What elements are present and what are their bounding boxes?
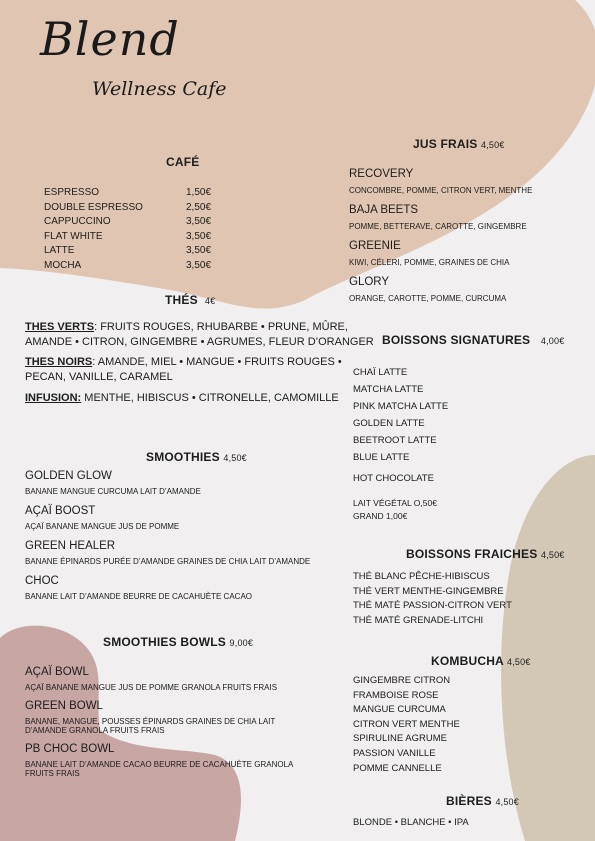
bowls-item-name: GREEN BOWL: [25, 700, 103, 712]
jus-item: [349, 204, 532, 231]
signatures-item: BLUE LATTE: [353, 452, 410, 463]
signatures-item: HOT CHOCOLATE: [353, 473, 434, 484]
smoothies-list: [25, 470, 310, 610]
cafe-item-price: 2,50€: [186, 201, 212, 213]
signatures-extras: [353, 497, 437, 523]
kombucha-item: MANGUE CURCUMA: [353, 704, 446, 716]
jus-item-name: BAJA BEETS: [349, 204, 419, 216]
cafe-item: [44, 186, 211, 201]
jus-item-name: RECOVERY: [349, 168, 414, 180]
smoothies-item-desc: BANANE ÉPINARDS PURÉE D’AMANDE GRAINES DE CHIA LAIT D’AMANDE: [25, 557, 311, 566]
bowls-item-desc: BANANE, MANGUE, POUSSES ÉPINARDS GRAINES DE CHIA LAIT: [25, 717, 276, 726]
extra-lait-vegetal: LAIT VÉGÉTAL O,50€: [353, 498, 437, 508]
smoothies-item-desc: BANANE MANGUE CURCUMA LAIT D’AMANDE: [25, 487, 201, 496]
bieres-heading: [446, 794, 519, 808]
cafe-item: [44, 201, 211, 216]
cafe-item-name: MOCHA: [44, 259, 82, 271]
bowls-item: [25, 700, 293, 735]
bowls-item: [25, 666, 293, 692]
jus-item: [349, 276, 532, 303]
smoothies-item-desc: BANANE LAIT D’AMANDE BEURRE DE CACAHUÈTE CACAO: [25, 592, 253, 601]
cafe-item-name: CAPPUCCINO: [44, 216, 111, 228]
cafe-item-name: FLAT WHITE: [44, 230, 103, 242]
smoothies-item: [25, 470, 310, 496]
kombucha-item: POMME CANNELLE: [353, 762, 442, 774]
bowls-price: 9,00€: [229, 638, 254, 648]
thes-noirs-label: THES NOIRS: [25, 356, 93, 368]
kombucha-list: [353, 674, 460, 776]
fraiches-item: THÉ MATÉ GRENADE-LITCHI: [353, 614, 484, 626]
smoothies-heading: [146, 450, 247, 464]
right-blob: [501, 455, 595, 841]
bieres-price: 4,50€: [495, 797, 519, 807]
extra-grand: GRAND 1,00€: [353, 511, 408, 521]
jus-heading: [413, 137, 505, 151]
cafe-item-name: DOUBLE ESPRESSO: [44, 201, 143, 213]
jus-item-desc: KIWI, CÉLERI, POMME, GRAINES DE CHIA: [349, 258, 510, 267]
signatures-heading: [382, 333, 564, 347]
kombucha-title: KOMBUCHA: [431, 654, 504, 668]
signatures-title: BOISSONS SIGNATURES: [382, 333, 531, 347]
jus-item-desc: CONCOMBRE, POMME, CITRON VERT, MENTHE: [349, 186, 533, 195]
signatures-price: 4,00€: [540, 336, 565, 346]
thes-noirs: [25, 355, 342, 385]
smoothies-item-name: GREEN HEALER: [25, 540, 116, 552]
bieres-text: BLONDE • BLANCHE • IPA: [353, 817, 469, 828]
thes-noirs-line2: PECAN, VANILLE, CARAMEL: [25, 371, 173, 383]
kombucha-price: 4,50€: [507, 657, 531, 667]
bowls-item-name: AÇAÏ BOWL: [25, 666, 89, 678]
fraiches-title: BOISSONS FRAICHES: [406, 547, 538, 561]
jus-title: JUS FRAIS: [413, 137, 478, 151]
signatures-item: MATCHA LATTE: [353, 384, 424, 395]
logo-title: Blend: [40, 12, 180, 66]
thes-noirs-line1: : AMANDE, MIEL • MANGUE • FRUITS ROUGES •: [92, 356, 342, 368]
bowls-item-desc: AÇAÏ BANANE MANGUE JUS DE POMME GRANOLA FRUITS FRAIS: [25, 683, 278, 692]
fraiches-price: 4,50€: [540, 550, 565, 560]
cafe-list: [44, 186, 211, 274]
fraiches-item: THÉ VERT MENTHE-GINGEMBRE: [353, 585, 504, 597]
kombucha-item: SPIRULINE AGRUME: [353, 733, 447, 745]
jus-item-desc: POMME, BETTERAVE, CAROTTE, GINGEMBRE: [349, 222, 527, 231]
signatures-item: GOLDEN LATTE: [353, 418, 425, 429]
cafe-item-name: ESPRESSO: [44, 187, 100, 198]
thes-infusion: [25, 392, 339, 404]
cafe-item-price: 3,50€: [186, 259, 212, 271]
jus-item-name: GREENIE: [349, 240, 401, 252]
thes-verts-line1: : FRUITS ROUGES, RHUBARBE • PRUNE, MÛRE,: [94, 321, 348, 333]
bowls-item: [25, 743, 293, 778]
bieres-title: BIÈRES: [446, 794, 492, 808]
kombucha-item: CITRON VERT MENTHE: [353, 718, 460, 730]
kombucha-item: PASSION VANILLE: [353, 747, 436, 759]
cafe-item: [44, 215, 211, 230]
bowls-title: SMOOTHIES BOWLS: [103, 635, 226, 649]
smoothies-item-name: GOLDEN GLOW: [25, 470, 112, 482]
signatures-item: BEETROOT LATTE: [353, 435, 437, 446]
kombucha-item: GINGEMBRE CITRON: [353, 675, 451, 686]
jus-price: 4,50€: [481, 140, 505, 150]
cafe-item-price: 3,50€: [186, 245, 212, 257]
bowls-item-desc: BANANE LAIT D’AMANDE CACAO BEURRE DE CACAHUÈTE GRANOLA: [25, 760, 294, 769]
smoothies-item: [25, 505, 310, 531]
fraiches-item: THÉ MATÉ PASSION-CITRON VERT: [353, 600, 512, 611]
thes-verts-label: THES VERTS: [25, 321, 95, 333]
fraiches-list: [353, 570, 512, 628]
bowls-list: [25, 666, 293, 786]
cafe-item-name: LATTE: [44, 245, 75, 257]
thes-infusion-label: INFUSION:: [25, 392, 82, 404]
logo-tagline: Wellness Cafe: [92, 78, 227, 100]
cafe-item: [44, 230, 211, 245]
thes-price: 4€: [204, 296, 216, 306]
cafe-heading: CAFÉ: [166, 155, 200, 169]
smoothies-item: [25, 540, 310, 566]
smoothies-item: [25, 575, 310, 601]
jus-item-name: GLORY: [349, 276, 390, 288]
smoothies-item-desc: AÇAÏ BANANE MANGUE JUS DE POMME: [25, 522, 180, 531]
thes-infusion-text: MENTHE, HIBISCUS • CITRONELLE, CAMOMILLE: [81, 392, 339, 404]
smoothies-item-name: CHOC: [25, 575, 59, 587]
fraiches-item: THÉ BLANC PÊCHE-HIBISCUS: [353, 571, 490, 582]
jus-item-desc: ORANGE, CAROTTE, POMME, CURCUMA: [349, 294, 507, 303]
smoothies-item-name: AÇAÏ BOOST: [25, 505, 96, 517]
bowls-item-desc: D’AMANDE GRANOLA FRUITS FRAIS: [25, 726, 165, 735]
signatures-item: CHAÏ LATTE: [353, 367, 408, 378]
cafe-item: [44, 259, 211, 274]
thes-verts-line2: AMANDE • CITRON, GINGEMBRE • AGRUMES, FLEUR D’ORANGER: [25, 336, 374, 348]
signatures-list: [353, 364, 448, 487]
smoothies-title: SMOOTHIES: [146, 450, 220, 464]
thes-title: THÉS: [165, 293, 198, 307]
cafe-item: [44, 244, 211, 259]
jus-list: [349, 168, 532, 312]
cafe-item-price: 3,50€: [186, 216, 212, 228]
fraiches-heading: [406, 547, 565, 561]
bowls-item-desc: FRUITS FRAIS: [25, 769, 80, 778]
jus-item: [349, 168, 532, 195]
thes-heading: [165, 293, 215, 307]
bowls-item-name: PB CHOC BOWL: [25, 743, 115, 755]
kombucha-item: FRAMBOISE ROSE: [353, 689, 439, 701]
signatures-item: PINK MATCHA LATTE: [353, 401, 449, 412]
smoothies-price: 4,50€: [223, 453, 247, 463]
jus-item: [349, 240, 532, 267]
cafe-item-price: 1,50€: [186, 187, 212, 198]
thes-verts: [25, 320, 374, 350]
bowls-heading: [103, 635, 253, 649]
kombucha-heading: [431, 654, 531, 668]
cafe-item-price: 3,50€: [186, 230, 212, 242]
